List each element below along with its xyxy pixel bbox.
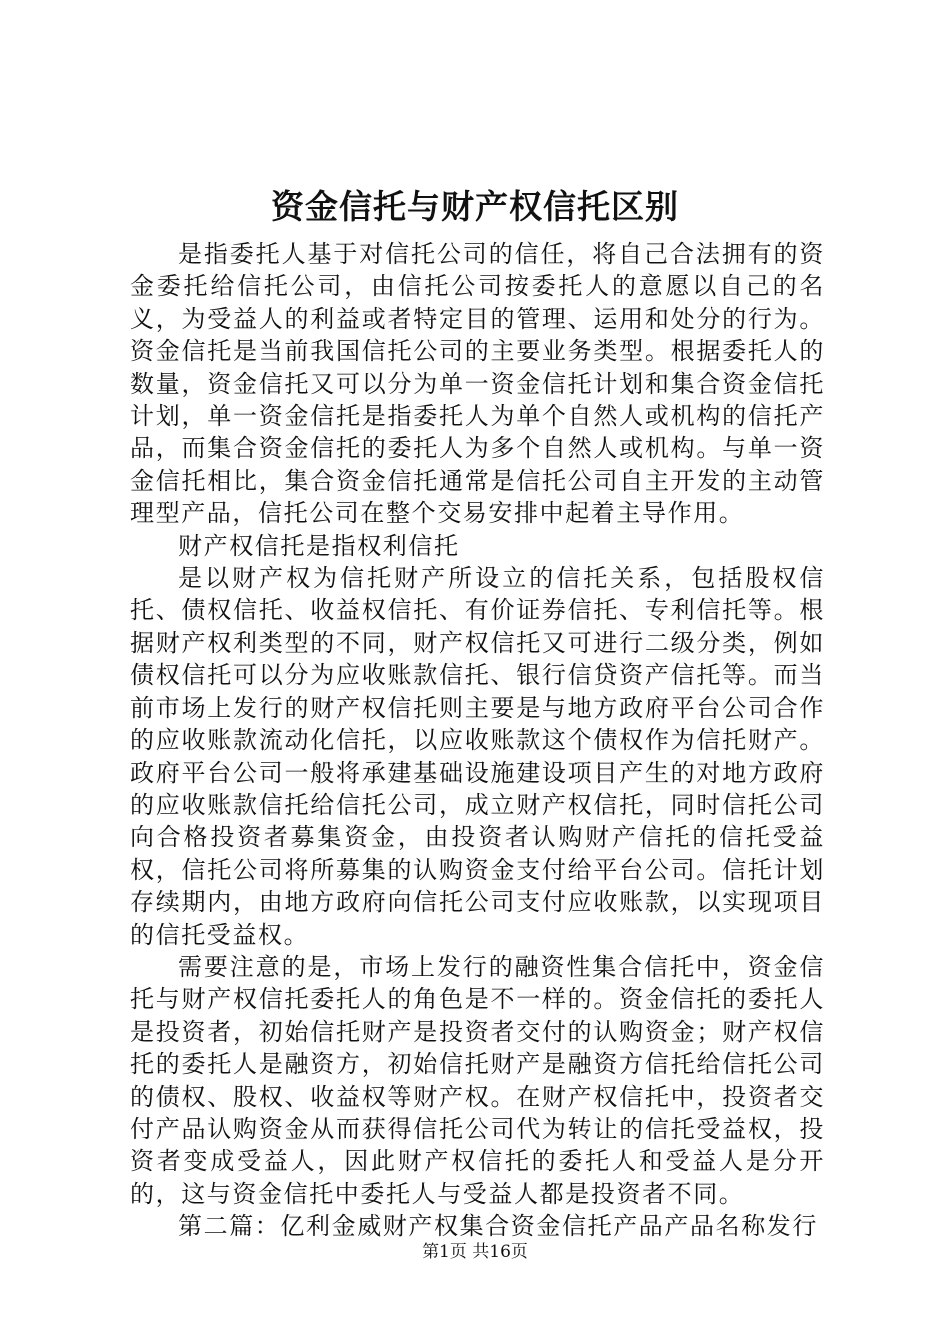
page-number-footer: 第1页 共16页 [422, 1242, 528, 1262]
paragraph-differences-note: 需要注意的是，市场上发行的融资性集合信托中，资金信托与财产权信托委托人的角色是不一样的。资金信托的委托人是投资者，初始信托财产是投资者交付的认购资金；财产权信托的委托人是融资方，初始信托财产是融资方信托给信托公司的债权、股权、收益权等财产权。在财产权信托中，投资者交付产品认购资金从而获得信托公司代为转让的信托受益权，投资者变成受益人，因此财产权信托的委托人和受益人是分开的，这与资金信托中委托人与受益人都是投资者不同。 [130, 952, 825, 1208]
paragraph-property-trust-definition: 是以财产权为信托财产所设立的信托关系，包括股权信托、债权信托、收益权信托、有价证券信托、专利信托等。根据财产权利类型的不同，财产权信托又可进行二级分类，例如债权信托可以分为应收账款信托、银行信贷资产信托等。而当前市场上发行的财产权信托则主要是与地方政府平台公司合作的应收账款流动化信托，以应收账款这个债权作为信托财产。政府平台公司一般将承建基础设施建设项目产生的对地方政府的应收账款信托给信托公司，成立财产权信托，同时信托公司向合格投资者募集资金，由投资者认购财产信托的信托受益权，信托公司将所募集的认购资金支付给平台公司。信托计划存续期内，由地方政府向信托公司支付应收账款，以实现项目的信托受益权。 [130, 564, 825, 949]
paragraph-second-article: 第二篇：亿利金威财产权集合资金信托产品产品名称发行 [178, 1212, 818, 1241]
paragraph-property-trust-heading: 财产权信托是指权利信托 [178, 531, 460, 560]
document-body [130, 238, 825, 1243]
document-title: 资金信托与财产权信托区别 [271, 187, 679, 226]
paragraph-fund-trust-definition: 是指委托人基于对信托公司的信任，将自己合法拥有的资金委托给信托公司，由信托公司按委托人的意愿以自己的名义，为受益人的利益或者特定目的管理、运用和处分的行为。资金信托是当前我国信托公司的主要业务类型。根据委托人的数量，资金信托又可以分为单一资金信托计划和集合资金信托计划，单一资金信托是指委托人为单个自然人或机构的信托产品，而集合资金信托的委托人为多个自然人或机构。与单一资金信托相比，集合资金信托通常是信托公司自主开发的主动管理型产品，信托公司在整个交易安排中起着主导作用。 [130, 240, 825, 528]
